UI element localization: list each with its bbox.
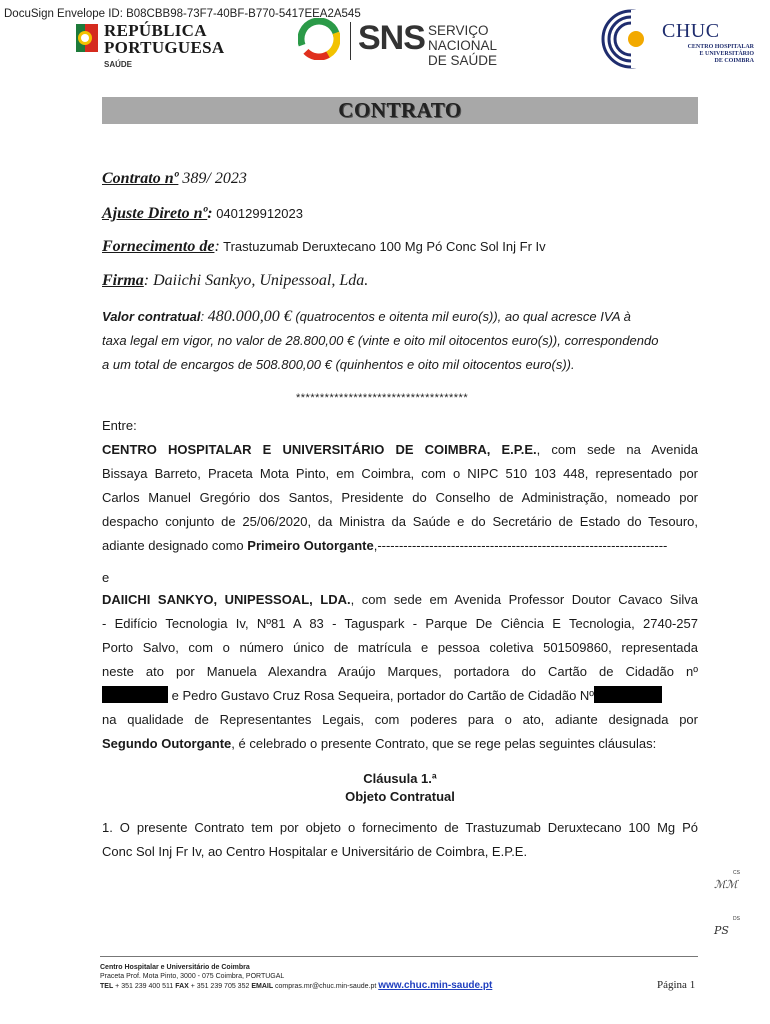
chuc-subtitle	[652, 44, 754, 65]
primeiro-outorgante-paragraph	[102, 438, 698, 558]
text-span: , com sede na Avenida	[536, 442, 698, 457]
sns-line-1: SERVIÇO NACIONAL	[428, 23, 498, 53]
clause-1-paragraph	[102, 816, 698, 864]
initials-tag: CS	[733, 870, 740, 876]
sns-full-name	[428, 23, 538, 68]
text-span: , é celebrado o presente Contrato, que se rege pelas seguintes cláusulas:	[231, 736, 657, 751]
valor-label: Valor contratual	[102, 309, 201, 324]
page-footer	[100, 963, 492, 991]
sns-logo	[298, 18, 538, 68]
portuguesa-line: PORTUGUESA	[104, 38, 225, 57]
conjunction-e: e	[102, 570, 110, 585]
valor-separator: :	[200, 309, 208, 324]
tel-label: TEL	[100, 983, 114, 990]
redaction-box	[102, 686, 168, 703]
ajuste-label: Ajuste Direto nº	[102, 205, 208, 222]
fax-label: FAX	[175, 983, 189, 990]
fax-value: + 351 239 705 352	[188, 983, 252, 990]
valor-line-2: taxa legal em vigor, no valor de 28.800,00 € (vinte e oito mil oitocentos euro(s)), correspondendo	[102, 333, 659, 348]
footer-contacts	[100, 981, 492, 991]
paragraph-line	[102, 732, 698, 756]
sns-acronym: SNS	[358, 19, 425, 57]
initials-signature: ℳℳ	[714, 878, 738, 891]
tel-value: + 351 239 400 511	[113, 983, 176, 990]
paragraph-line: 1. O presente Contrato tem por objeto o fornecimento de Trastuzumab Deruxtecano 100 Mg Pó	[102, 820, 698, 835]
paragraph-line: na qualidade de Representantes Legais, com poderes para o ato, adiante designada por	[102, 712, 698, 727]
republica-portuguesa-text	[104, 22, 224, 56]
paragraph-line: despacho conjunto de 25/06/2020, da Ministra da Saúde e do Secretário de Estado do Tesouro,	[102, 514, 698, 529]
segundo-outorgante-paragraph	[102, 588, 698, 756]
redaction-box	[594, 686, 662, 703]
paragraph-line	[102, 588, 698, 612]
valor-amount: 480.000,00 €	[207, 308, 292, 325]
chuc-sub-line: CENTRO HOSPITALAR	[687, 44, 754, 50]
paragraph-line: Conc Sol Inj Fr Iv, ao Centro Hospitalar e Universitário de Coimbra, E.P.E.	[102, 844, 528, 859]
entre-label: Entre:	[102, 418, 137, 433]
fornecimento-label: Fornecimento de	[102, 238, 215, 255]
fornecimento-field	[102, 238, 546, 256]
segundo-outorgante-term: Segundo Outorgante	[102, 736, 232, 751]
firma-field	[102, 272, 368, 290]
portugal-emblem-icon	[76, 24, 98, 52]
paragraph-line: - Edifício Tecnologia Iv, Nº81 A 83 - Taguspark - Parque De Ciência E Tecnologia, 2740-257	[102, 616, 698, 631]
chuc-sub-line: E UNIVERSITÁRIO	[699, 51, 754, 57]
text-span: adiante designado como	[102, 538, 248, 553]
website-link[interactable]: www.chuc.min-saude.pt	[378, 980, 493, 991]
dash-filler: ,-------------------------------------------------------------------	[373, 538, 668, 553]
text-span: e Pedro Gustavo Cruz Rosa Sequeira, portador do Cartão de Cidadão Nº	[168, 688, 595, 703]
firma-label: Firma	[102, 272, 144, 289]
chuc-name: CHUC	[662, 20, 720, 42]
document-title: CONTRATO	[102, 97, 698, 124]
valor-line-1	[102, 305, 698, 329]
signer-initials-box	[710, 870, 740, 906]
footer-divider	[100, 956, 698, 957]
clause-number: Cláusula 1.ª	[363, 771, 437, 786]
primeiro-outorgante-name: CENTRO HOSPITALAR E UNIVERSITÁRIO DE COIMBRA, E.P.E.	[102, 442, 537, 457]
footer-organization: Centro Hospitalar e Universitário de Coimbra	[100, 964, 250, 971]
paragraph-line: Bissaya Barreto, Praceta Mota Pinto, em Coimbra, com o NIPC 510 103 448, representado por	[102, 466, 698, 481]
saude-label: SAÚDE	[104, 60, 133, 69]
paragraph-line	[102, 684, 698, 708]
docusign-envelope-id: DocuSign Envelope ID: B08CBB98-73F7-40BF-B770-5417EEA2A545	[4, 8, 361, 20]
contrato-number-field	[102, 170, 247, 188]
ajuste-separator: :	[207, 205, 213, 222]
chuc-logo	[600, 8, 770, 74]
clause-heading	[102, 770, 698, 806]
republica-line: REPÚBLICA	[104, 21, 207, 40]
firma-value: : Daiichi Sankyo, Unipessoal, Lda.	[143, 272, 369, 289]
paragraph-line	[102, 438, 698, 462]
republica-portuguesa-logo	[76, 18, 246, 76]
chuc-sub-line: DE COIMBRA	[714, 58, 754, 64]
ajuste-direto-field	[102, 205, 303, 223]
email-value: compras.mr@chuc.min-saude.pt	[273, 983, 379, 990]
section-separator: ************************************	[296, 392, 469, 404]
paragraph-line: neste ato por Manuela Alexandra Araújo Marques, portadora do Cartão de Cidadão nº	[102, 664, 698, 679]
contrato-label: Contrato nº	[102, 170, 179, 187]
primeiro-outorgante-term: Primeiro Outorgante	[247, 538, 374, 553]
fornecimento-separator: :	[214, 238, 220, 255]
valor-contratual-paragraph	[102, 305, 698, 377]
clause-title: Objeto Contratual	[345, 789, 455, 804]
valor-line-3: a um total de encargos de 508.800,00 € (quinhentos e oito mil oitocentos euro(s)).	[102, 357, 575, 372]
email-label: EMAIL	[251, 983, 274, 990]
initials-tag: DS	[733, 916, 740, 922]
initials-signature: PS	[714, 924, 729, 937]
text-span: , com sede em Avenida Professor Doutor Cavaco Silva	[350, 592, 698, 607]
page-number: Página 1	[657, 979, 696, 991]
sns-line-2: DE SAÚDE	[428, 53, 498, 68]
paragraph-line: Carlos Manuel Gregório dos Santos, Presidente do Conselho de Administração, nomeado por	[102, 490, 698, 505]
sns-emblem-icon	[298, 18, 340, 60]
segundo-outorgante-name: DAIICHI SANKYO, UNIPESSOAL, LDA.	[102, 592, 351, 607]
footer-address: Praceta Prof. Mota Pinto, 3000 - 075 Coimbra, PORTUGAL	[100, 973, 285, 980]
fornecimento-value: Trastuzumab Deruxtecano 100 Mg Pó Conc Sol Inj Fr Iv	[219, 239, 546, 254]
sns-divider	[350, 22, 351, 60]
paragraph-line	[102, 534, 698, 558]
valor-line-1-rest: (quatrocentos e oitenta mil euro(s)), ao qual acresce IVA à	[291, 309, 631, 324]
ajuste-value: 040129912023	[212, 206, 303, 221]
paragraph-line: Porto Salvo, com o número único de matrícula e pessoa coletiva 501509860, representada	[102, 640, 698, 655]
signer-initials-box	[710, 916, 740, 952]
contrato-value: 389/ 2023	[178, 170, 247, 187]
